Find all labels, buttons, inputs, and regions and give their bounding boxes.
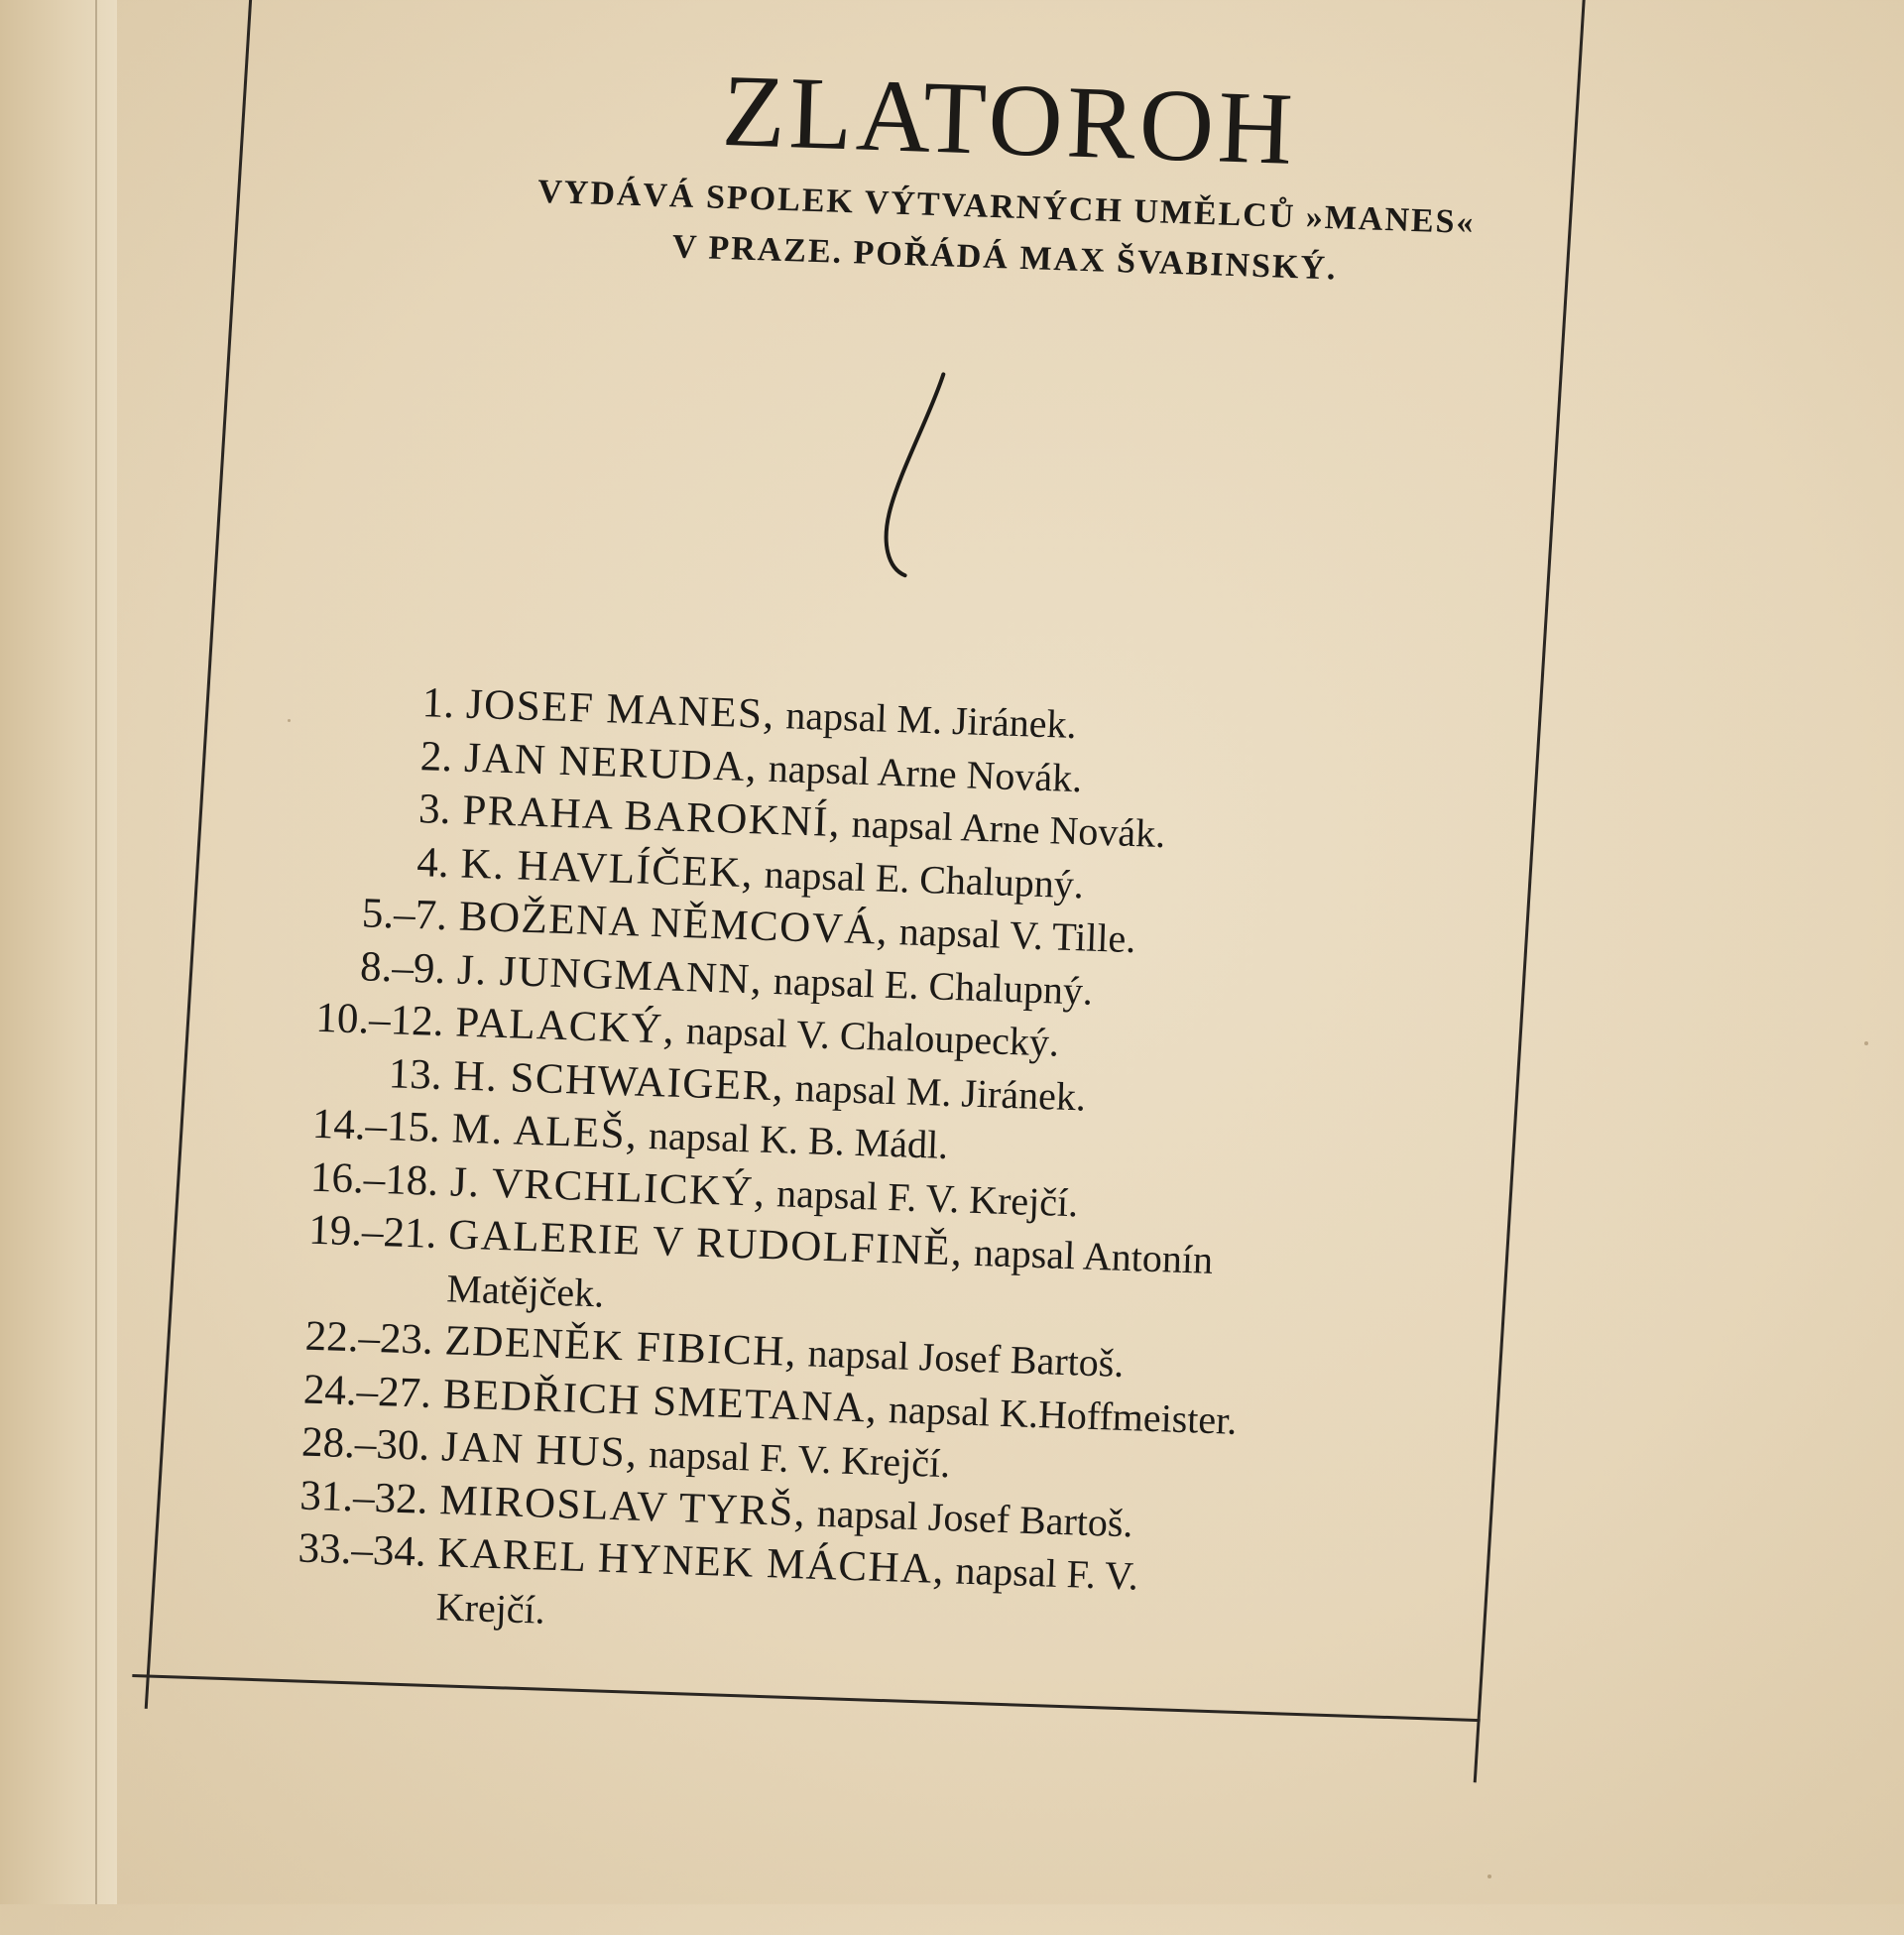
volume-number: 3. <box>417 786 452 834</box>
volume-author: napsal Antonín <box>973 1229 1214 1282</box>
paper-speck <box>1488 1875 1491 1878</box>
series-title: ZLATOROH <box>720 53 1299 187</box>
publisher-line-1: VYDÁVÁ SPOLEK VÝTVARNÝCH UMĚLCŮ »MANES« <box>536 173 1477 242</box>
volume-title: JAN NERUDA, <box>463 734 759 790</box>
volume-number: 24.–27. <box>302 1366 432 1417</box>
volume-number: 14.–15. <box>311 1100 441 1151</box>
volume-author: napsal E. Chalupný. <box>764 851 1085 907</box>
author-continuation: Krejčí. <box>435 1583 546 1633</box>
volume-title: K. HAVLÍČEK, <box>459 840 755 897</box>
volume-title: JAN HUS, <box>440 1423 640 1477</box>
frame-bottom-rule <box>132 1674 1480 1722</box>
volume-title: PALACKÝ, <box>454 999 676 1053</box>
volume-author: napsal Josef Bartoš. <box>806 1330 1126 1386</box>
paper-speck <box>288 719 291 722</box>
volume-title: PRAHA BAROKNÍ, <box>461 786 842 847</box>
volume-author: napsal Arne Novák. <box>768 745 1083 800</box>
volume-title: KAREL HYNEK MÁCHA, <box>436 1529 946 1594</box>
volume-title: ZDENĚK FIBICH, <box>443 1317 798 1377</box>
volume-number: 16.–18. <box>309 1153 439 1205</box>
author-continuation: Matějček. <box>445 1265 605 1316</box>
volume-number: 1. <box>421 679 455 728</box>
volume-number: 4. <box>416 838 450 887</box>
volume-title: GALERIE V RUDOLFINĚ, <box>447 1211 965 1275</box>
volume-number: 22.–23. <box>304 1312 434 1364</box>
volume-title: MIROSLAV TYRŠ, <box>438 1476 807 1535</box>
volume-title: BOŽENA NĚMCOVÁ, <box>458 893 890 954</box>
volume-author: napsal Josef Bartoš. <box>816 1490 1134 1545</box>
volume-title: JOSEF MANES, <box>465 680 776 738</box>
volume-author: napsal K.Hoffmeister. <box>888 1386 1239 1443</box>
paper-speck <box>1864 1041 1868 1045</box>
volume-number: 10.–12. <box>314 994 445 1046</box>
volume-number: 28.–30. <box>300 1418 430 1470</box>
entry-text <box>435 1526 1139 1655</box>
volume-author: napsal Arne Novák. <box>851 800 1166 857</box>
volume-author: napsal M. Jiránek. <box>784 692 1078 748</box>
volume-number: 5.–7. <box>361 890 448 940</box>
volume-author: napsal F. V. <box>954 1547 1139 1599</box>
volume-title: BEDŘICH SMETANA, <box>442 1370 880 1432</box>
volume-author: napsal K. B. Mádl. <box>648 1112 949 1167</box>
volume-number: 31.–32. <box>298 1472 429 1523</box>
volume-number: 33.–34. <box>297 1524 427 1576</box>
volume-number: 8.–9. <box>359 942 446 993</box>
publisher-line-2: V PRAZE. POŘÁDÁ MAX ŠVABINSKÝ. <box>671 228 1339 288</box>
volume-author: napsal V. Chaloupecký. <box>685 1008 1060 1065</box>
volume-number: 13. <box>388 1049 443 1099</box>
volume-author: napsal F. V. Krejčí. <box>648 1431 951 1487</box>
volume-author: napsal E. Chalupný. <box>773 957 1094 1014</box>
volume-title: J. VRCHLICKÝ, <box>449 1157 768 1216</box>
volume-list <box>96 666 1456 1665</box>
volume-number: 19.–21. <box>307 1206 438 1258</box>
volume-title: M. ALEŠ, <box>451 1105 640 1158</box>
volume-title: J. JUNGMANN, <box>456 945 765 1004</box>
volume-author: napsal M. Jiránek. <box>794 1064 1087 1120</box>
volume-title: H. SCHWAIGER, <box>452 1051 785 1110</box>
handwritten-numeral-mark <box>865 364 971 585</box>
volume-number: 2. <box>419 732 454 781</box>
volume-author: napsal V. Tille. <box>898 908 1137 962</box>
volume-author: napsal F. V. Krejčí. <box>775 1169 1079 1225</box>
